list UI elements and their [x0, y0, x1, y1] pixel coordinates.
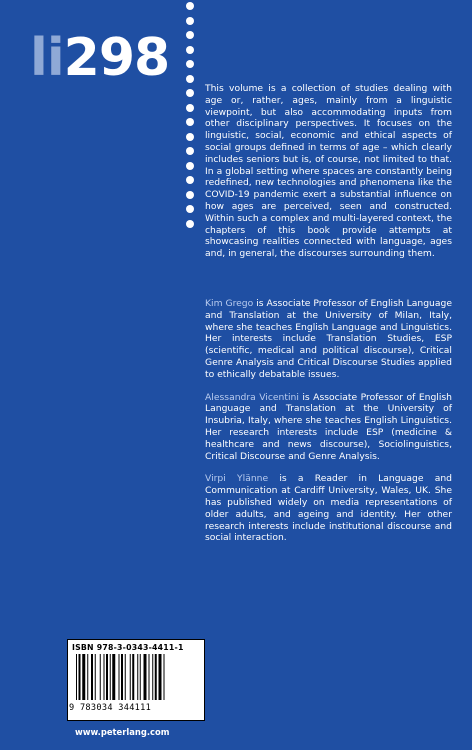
- abstract-paragraph: This volume is a collection of studies dealing with age or, rather, ages, mainly from a linguistic viewpoint, but also accommodating inputs from other disciplinary perspectives. It focuses on the linguistic, social, economic and ethical aspects of social groups defined in terms of age – which clearly includes seniors but is, of course, not limited to that. In a global setting where spaces are constantly being redefined, new technologies and phenomena like the COVID-19 pandemic exert a substantial influence on how ages are perceived, seen and constructed. Within such a complex and multi-layered context, the chapters of this book provide attempts at showcasing realities connected with language, ages and, in general, the discourses surrounding them.: [205, 83, 452, 260]
- decorative-dot: [186, 89, 194, 97]
- barcode-bars: [76, 654, 196, 702]
- barcode-bar: [144, 654, 147, 700]
- barcode-bar: [149, 654, 150, 700]
- decorative-dot: [186, 220, 194, 228]
- barcode-bar: [104, 654, 105, 700]
- barcode-bar: [119, 654, 120, 700]
- publisher-website: www.peterlang.com: [75, 727, 170, 737]
- decorative-dot: [186, 104, 194, 112]
- barcode-bar: [112, 654, 115, 700]
- bio-text: is Associate Professor of English Language and Translation at the University of Milan, Italy, where she teaches English Language and Linguistics. Her interests include Translation Studies, ESP (scientific, medical and political discourse), Critical Genre Analysis and Critical Discourse Studies applied to ethically debatable issues.: [205, 298, 452, 380]
- author-bios: [205, 298, 452, 555]
- isbn-barcode: [67, 639, 205, 721]
- decorative-dot: [186, 191, 194, 199]
- barcode-bar: [87, 654, 88, 700]
- barcode-bar: [79, 654, 81, 700]
- barcode-bar: [125, 654, 126, 700]
- bio-text: is Associate Professor of English Language and Translation at the University of Insubria, Italy, where she teaches English Linguistics. Her research interests include ESP (medicine & healthcare and news discourse), Sociolinguistics, Critical Discourse and Genre Analysis.: [205, 391, 453, 462]
- decorative-dot: [186, 31, 194, 39]
- bio-alessandra-vicentini: [205, 392, 452, 463]
- barcode-bar: [110, 654, 111, 700]
- barcode-bar: [159, 654, 162, 700]
- barcode-bar: [140, 654, 141, 700]
- bio-name: Kim Grego: [205, 298, 254, 309]
- decorative-dot: [186, 75, 194, 83]
- decorative-dot: [186, 17, 194, 25]
- barcode-bar: [164, 654, 165, 700]
- bio-virpi-ylanne: [205, 473, 452, 544]
- ean-digits: 9 783034 344111: [69, 703, 152, 713]
- decorative-dot: [186, 147, 194, 155]
- bio-text: is a Reader in Language and Communication at Cardiff University, Wales, UK. She has published widely on media representations of older adults, and ageing and identity. Her other research interests include institutional discourse and social interaction.: [205, 473, 452, 544]
- decorative-dot: [186, 60, 194, 68]
- barcode-bar: [137, 654, 138, 700]
- series-number: [30, 28, 170, 88]
- decorative-dot: [186, 133, 194, 141]
- barcode-bar: [121, 654, 123, 700]
- decorative-dot: [186, 2, 194, 10]
- barcode-bar: [106, 654, 108, 700]
- decorative-dot: [186, 118, 194, 126]
- barcode-bar: [76, 654, 77, 700]
- series-digits: 298: [63, 28, 170, 88]
- decorative-dot: [186, 205, 194, 213]
- barcode-bar: [132, 654, 134, 700]
- decorative-dot-column: [183, 2, 197, 234]
- bio-kim-grego: [205, 298, 452, 381]
- series-prefix: li: [30, 28, 64, 88]
- barcode-bar: [82, 654, 85, 700]
- barcode-bar: [152, 654, 153, 700]
- barcode-bar: [155, 654, 157, 700]
- bio-name: Virpi Ylänne: [205, 473, 269, 485]
- barcode-bar: [100, 654, 101, 700]
- decorative-dot: [186, 46, 194, 54]
- bio-name: Alessandra Vicentini: [205, 391, 299, 403]
- decorative-dot: [186, 176, 194, 184]
- barcode-bar: [130, 654, 131, 700]
- decorative-dot: [186, 162, 194, 170]
- isbn-label: ISBN 978-3-0343-4411-1: [72, 643, 184, 652]
- barcode-bar: [91, 654, 93, 700]
- barcode-bar: [95, 654, 96, 700]
